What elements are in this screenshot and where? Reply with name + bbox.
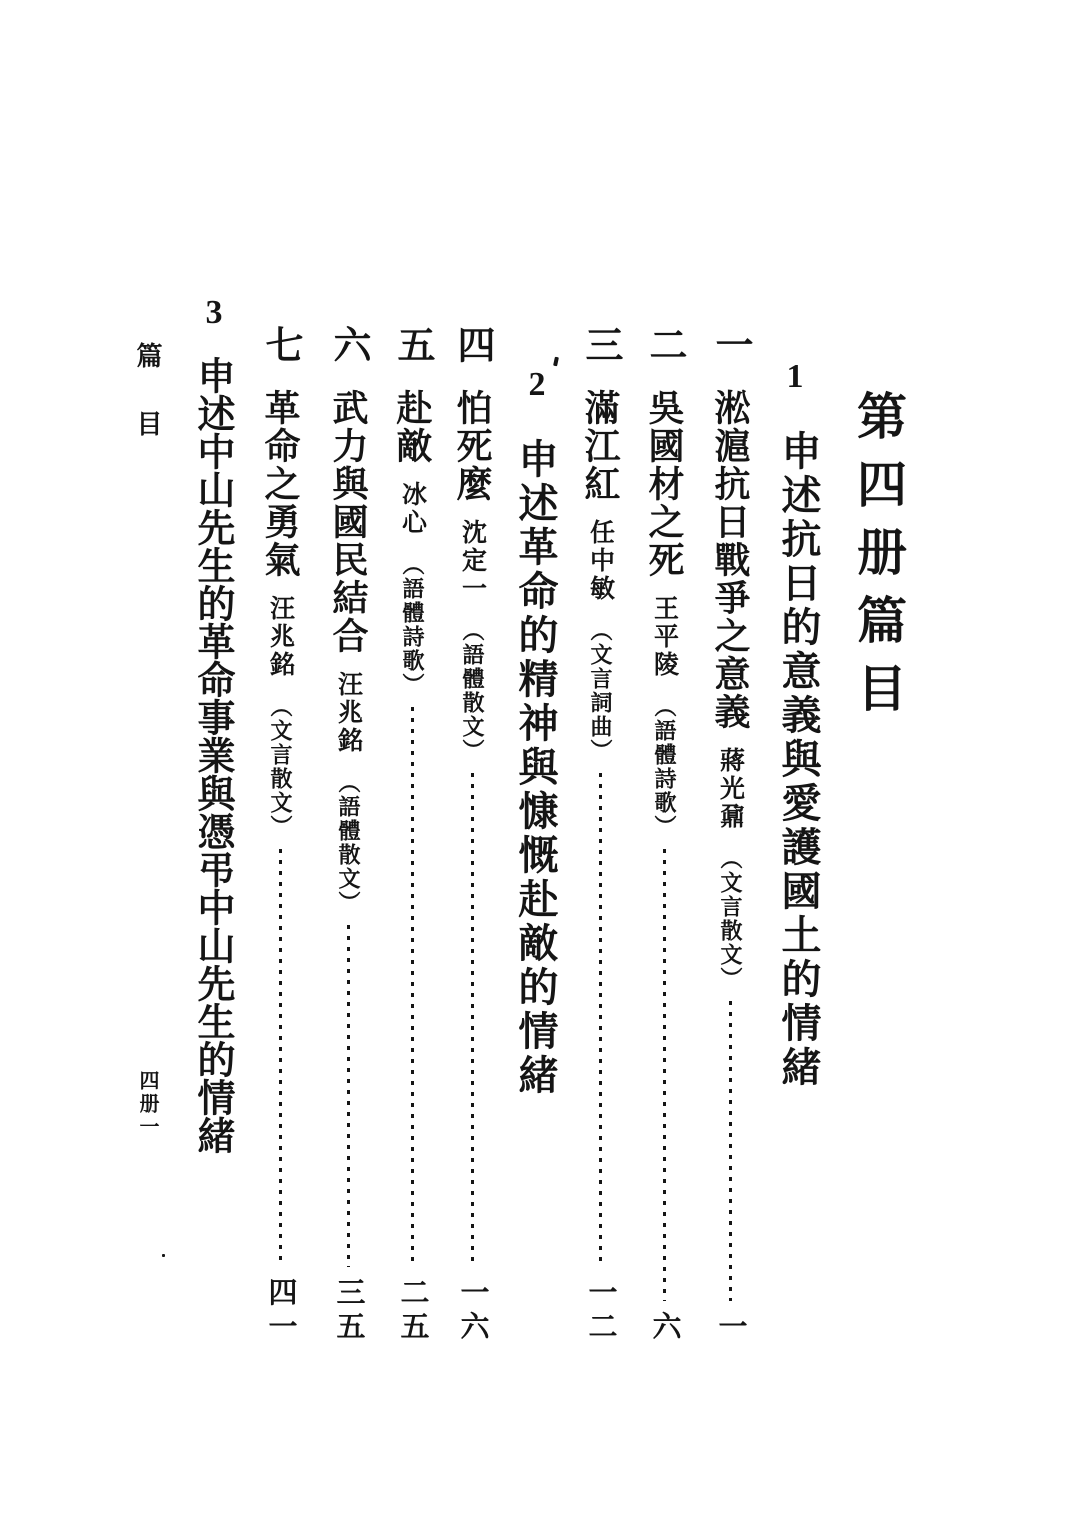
entry-author: 任中敏: [586, 519, 614, 603]
dotted-leader: [729, 1001, 732, 1301]
section-3-number: 3: [205, 294, 223, 331]
entry-index: 四: [451, 325, 493, 363]
entry-author: 汪兆銘: [266, 595, 294, 679]
entry-page-number: 二五: [396, 1277, 429, 1345]
folio-label: 篇目: [133, 342, 162, 478]
entry-index: 五: [391, 325, 433, 363]
dotted-leader: [279, 849, 282, 1267]
entry-author: 沈定一: [458, 519, 486, 603]
entry-genre: （語體散文）: [460, 619, 485, 763]
entry-index: 一: [709, 325, 751, 363]
entry-genre: （文言詞曲）: [588, 619, 613, 763]
dotted-leader: [471, 773, 474, 1267]
entry-author: 汪兆銘: [334, 671, 362, 755]
entry-title: 吳國材之死: [644, 389, 684, 579]
entry-index: 二: [643, 325, 685, 363]
entry-title: 淞滬抗日戰爭之意義: [710, 389, 750, 731]
toc-entry-3: [578, 325, 622, 1345]
toc-entry-7: [258, 325, 302, 1345]
entry-index: 三: [579, 325, 621, 363]
toc-entry-5: [390, 325, 434, 1345]
entry-genre: （文言散文）: [268, 695, 293, 839]
section-1-number: 1: [786, 358, 804, 395]
dotted-leader: [347, 925, 350, 1267]
entry-index: 七: [259, 325, 301, 363]
section-3-heading: 申述中山先生的革命事業與憑弔中山先生的情緒: [191, 356, 233, 1154]
entry-page-number: 一: [714, 1311, 747, 1345]
entry-page-number: 三五: [332, 1277, 365, 1345]
entry-author: 蔣光鼐: [716, 747, 744, 831]
entry-genre: （語體詩歌）: [400, 553, 425, 697]
toc-entry-6: [326, 325, 370, 1345]
scan-speck: [162, 1254, 165, 1257]
entry-genre: （語體詩歌）: [652, 695, 677, 839]
entry-page-number: 六: [648, 1311, 681, 1345]
toc-entry-2: [642, 325, 686, 1345]
section-1-heading: 申述抗日的意義與愛護國土的情緒: [776, 430, 821, 1090]
entry-title: 武力與國民結合: [328, 389, 368, 655]
entry-title: 革命之勇氣: [260, 389, 300, 579]
entry-title: 赴敵: [392, 389, 432, 465]
entry-title: 怕死麼: [452, 389, 492, 503]
entry-page-number: 四一: [264, 1277, 297, 1345]
folio-page-number: 四册一: [136, 1070, 158, 1139]
toc-entry-4: [450, 325, 494, 1345]
dotted-leader: [599, 773, 602, 1267]
toc-entry-1: [708, 325, 752, 1345]
section-2-number: 2: [528, 366, 546, 403]
entry-genre: （文言散文）: [718, 847, 743, 991]
entry-genre: （語體散文）: [336, 771, 361, 915]
page-title: 第四册篇目: [850, 390, 906, 730]
entry-page-number: 一六: [456, 1277, 489, 1345]
scan-speck: [553, 357, 559, 367]
entry-index: 六: [327, 325, 369, 363]
section-2-heading: 申述革命的精神與慷慨赴敵的情緒: [513, 438, 558, 1098]
entry-page-number: 一二: [584, 1277, 617, 1345]
dotted-leader: [411, 707, 414, 1267]
dotted-leader: [663, 849, 666, 1301]
entry-author: 王平陵: [650, 595, 678, 679]
entry-title: 滿江紅: [580, 389, 620, 503]
entry-author: 冰心: [398, 481, 426, 537]
